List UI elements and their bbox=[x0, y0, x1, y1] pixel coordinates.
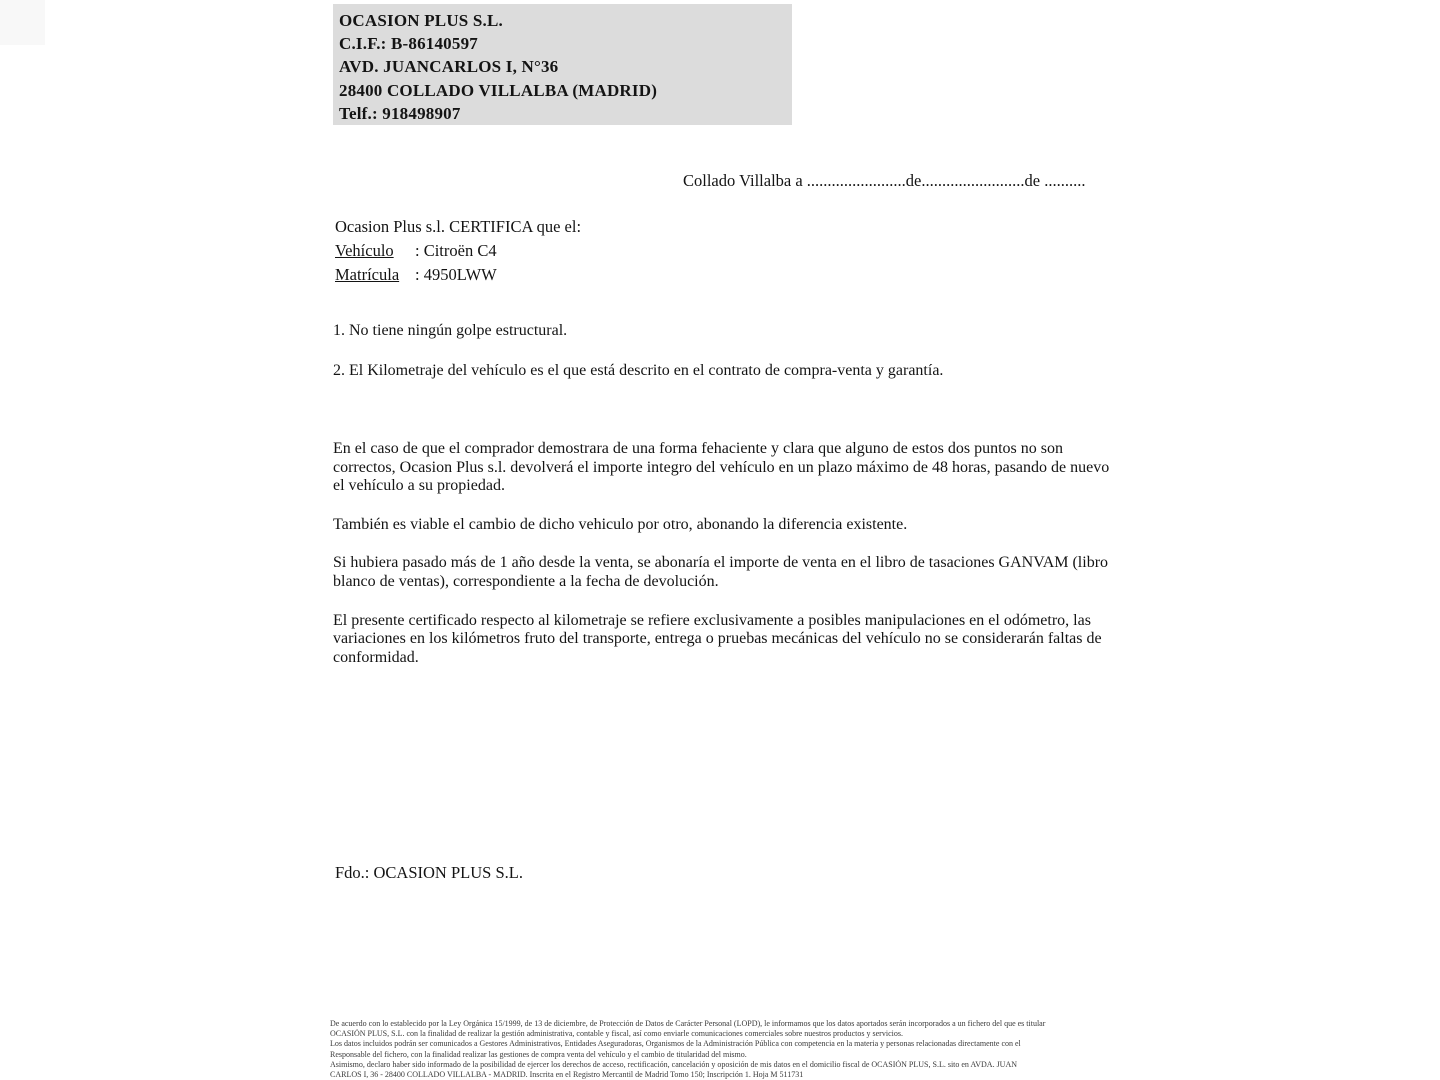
paragraph-odometer: El presente certificado respecto al kilometraje se refiere exclusivamente a posibles manipulaciones en el odómetro, las variaciones en los kilómetros fruto del transporte, entrega o pruebas mecánicas del vehículo no se considerarán faltas de conformidad. bbox=[333, 611, 1102, 666]
legal-line-5: Asimismo, declaro haber sido informado de la posibilidad de ejercer los derechos de acceso, rectificación, cancelación y oposición de mis datos en el domicilio fiscal de OCASIÓN PLUS, S.L. sito en AVDA. JUAN bbox=[330, 1059, 1018, 1069]
certified-points bbox=[333, 321, 1113, 401]
paragraph-ganvam: Si hubiera pasado más de 1 año desde la venta, se abonaría el importe de venta en el libro de tasaciones GANVAM (libro blanco de ventas), correspondiente a la fecha de devolución. bbox=[333, 554, 1109, 590]
point-1: 1. No tiene ningún golpe estructural. bbox=[333, 322, 568, 339]
company-address: AVD. JUANCARLOS I, N°36 bbox=[339, 57, 559, 77]
legal-fine-print bbox=[330, 1019, 1110, 1080]
vehicle-field bbox=[335, 239, 581, 263]
legal-line-6: CARLOS I, 36 - 28400 COLLADO VILLALBA - MADRID. Inscrita en el Registro Mercantil de Madrid Tomo 150; Inscripción 1. Hoja M 511731 bbox=[330, 1070, 804, 1080]
plate-value: : 4950LWW bbox=[415, 265, 497, 284]
paragraph-refund: En el caso de que el comprador demostrara de una forma fehaciente y clara que alguno de estos dos puntos no son correctos, Ocasion Plus s.l. devolverá el importe integro del vehículo en un plazo máximo de 48 horas, pasando de nuevo el vehículo a su propiedad. bbox=[333, 440, 1110, 495]
vehicle-value: : Citroën C4 bbox=[415, 241, 497, 260]
legal-line-2: OCASIÓN PLUS, S.L. con la finalidad de realizar la gestión administrativa, contable y fiscal, así como enviarle comunicaciones comerciales sobre nuestros productos y servicios. bbox=[330, 1029, 903, 1039]
company-city: 28400 COLLADO VILLALBA (MADRID) bbox=[339, 80, 658, 100]
company-header-box bbox=[333, 4, 792, 125]
certificate-intro-block bbox=[335, 215, 581, 287]
company-name: OCASION PLUS S.L. bbox=[339, 11, 503, 30]
plate-label-wrap bbox=[335, 263, 415, 287]
date-line: Collado Villalba a ........................de.........................de .......... bbox=[683, 171, 1086, 190]
legal-line-4: Responsable del fichero, con la finalidad realizar las gestiones de compra venta del vehículo y el cambio de titularidad del mismo. bbox=[330, 1049, 747, 1059]
plate-field bbox=[335, 263, 581, 287]
vehicle-label: Vehículo bbox=[335, 241, 394, 260]
paragraph-exchange: También es viable el cambio de dicho vehiculo por otro, abonando la diferencia existente. bbox=[333, 515, 908, 533]
certifica-statement: Ocasion Plus s.l. CERTIFICA que el: bbox=[335, 217, 582, 236]
legal-line-1: De acuerdo con lo establecido por la Ley Orgánica 15/1999, de 13 de diciembre, de Protección de Datos de Carácter Personal (LOPD), le informamos que los datos aportados serán incorporados a un fichero del que es titular bbox=[330, 1019, 1046, 1028]
legal-line-3: Los datos incluidos podrán ser comunicados a Gestores Administrativos, Entidades Aseguradoras, Organismos de la Administración Pública con competencia en la materia y personas relacionadas directamente con el bbox=[330, 1039, 1021, 1049]
vehicle-label-wrap bbox=[335, 239, 415, 263]
plate-label: Matrícula bbox=[335, 265, 400, 284]
body-paragraphs bbox=[333, 440, 1111, 687]
point-2: 2. El Kilometraje del vehículo es el que está descrito en el contrato de compra-venta y garantía. bbox=[333, 362, 944, 379]
company-phone: Telf.: 918498907 bbox=[339, 103, 461, 123]
company-cif: C.I.F.: B-86140597 bbox=[339, 34, 478, 54]
signature-line: Fdo.: OCASION PLUS S.L. bbox=[335, 863, 523, 882]
scan-artifact bbox=[0, 0, 45, 45]
